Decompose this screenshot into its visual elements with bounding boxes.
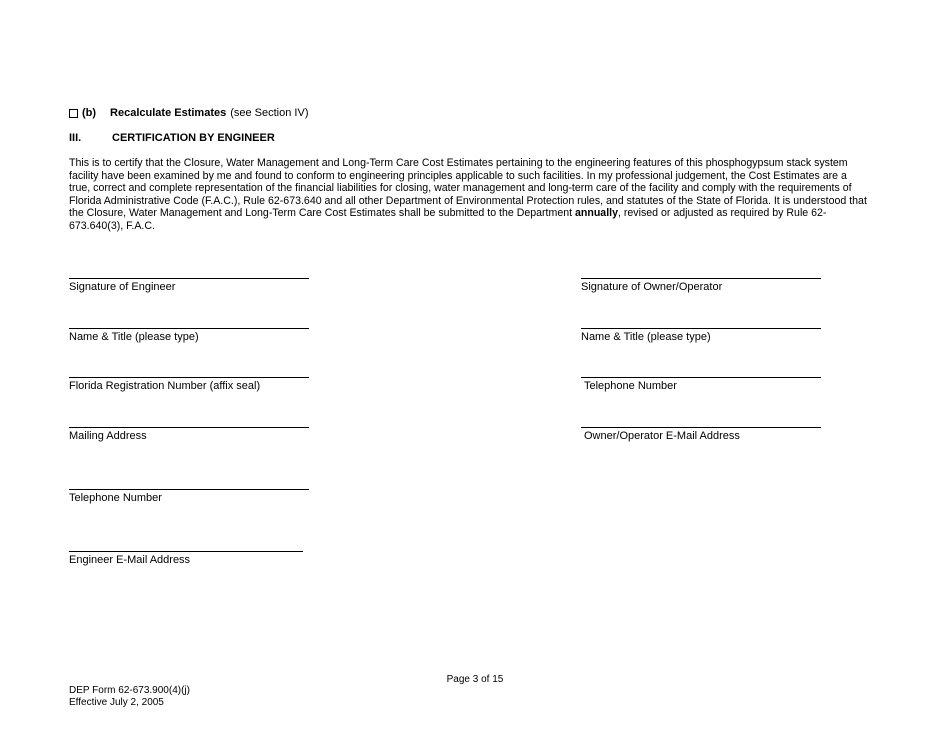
owner-signature-line[interactable] bbox=[581, 278, 821, 279]
engineer-telephone-line[interactable] bbox=[69, 489, 309, 490]
owner-telephone-line[interactable] bbox=[581, 377, 821, 378]
owner-name-title-line[interactable] bbox=[581, 328, 821, 329]
page-number: Page 3 of 15 bbox=[446, 674, 504, 685]
engineer-name-title-label: Name & Title (please type) bbox=[69, 331, 199, 343]
engineer-name-title-line[interactable] bbox=[69, 328, 309, 329]
engineer-email-line[interactable] bbox=[69, 551, 303, 552]
form-info bbox=[69, 685, 190, 709]
engineer-email-label: Engineer E-Mail Address bbox=[69, 554, 191, 566]
section-title: CERTIFICATION BY ENGINEER bbox=[112, 132, 275, 144]
owner-signature-label: Signature of Owner/Operator bbox=[581, 281, 723, 293]
option-title: Recalculate Estimates bbox=[110, 107, 227, 119]
owner-telephone-label: Telephone Number bbox=[584, 380, 677, 392]
certification-paragraph bbox=[69, 157, 869, 233]
option-note: (see Section IV) bbox=[230, 107, 309, 119]
certification-bold-word: annually bbox=[575, 207, 618, 220]
form-number: DEP Form 62-673.900(4)(j) bbox=[69, 685, 190, 696]
owner-email-line[interactable] bbox=[581, 427, 821, 428]
engineer-mailing-address-label: Mailing Address bbox=[69, 430, 147, 442]
option-b-row bbox=[69, 107, 308, 119]
recalculate-checkbox[interactable] bbox=[69, 109, 78, 118]
engineer-mailing-address-line[interactable] bbox=[69, 427, 309, 428]
effective-date: Effective July 2, 2005 bbox=[69, 697, 164, 708]
owner-name-title-label: Name & Title (please type) bbox=[581, 331, 711, 343]
option-letter: (b) bbox=[82, 107, 97, 119]
section-heading bbox=[69, 132, 275, 144]
owner-email-label: Owner/Operator E-Mail Address bbox=[584, 430, 740, 442]
engineer-registration-line[interactable] bbox=[69, 377, 309, 378]
section-number: III. bbox=[69, 132, 82, 144]
engineer-telephone-label: Telephone Number bbox=[69, 492, 162, 504]
certification-text-1: This is to certify that the Closure, Water Management and Long-Term Care Cost Estimates pertaining to the engineering features of this phosphogypsum stack system facility have been examined by me and found to conform to engineering principles applicable to such facilities. In my professional judgement, the Cost Estimates are a true, correct and complete representation of the financial liabilities for closing, water management and long-term care of the facility and comply with the requirements of Florida Administrative Code (F.A.C.), Rule 62-673.640 and all other Department of Environmental Protection rules, and statutes of the State of Florida. It is understood that the Closure, Water Management and Long-Term Care Cost Estimates shall be submitted to the Department bbox=[69, 157, 867, 220]
engineer-signature-label: Signature of Engineer bbox=[69, 281, 176, 293]
engineer-signature-line[interactable] bbox=[69, 278, 309, 279]
certification-text-2: , revised or adjusted as required by Rule 62-673.640(3), F.A.C. bbox=[69, 207, 827, 232]
engineer-registration-label: Florida Registration Number (affix seal) bbox=[69, 380, 261, 392]
